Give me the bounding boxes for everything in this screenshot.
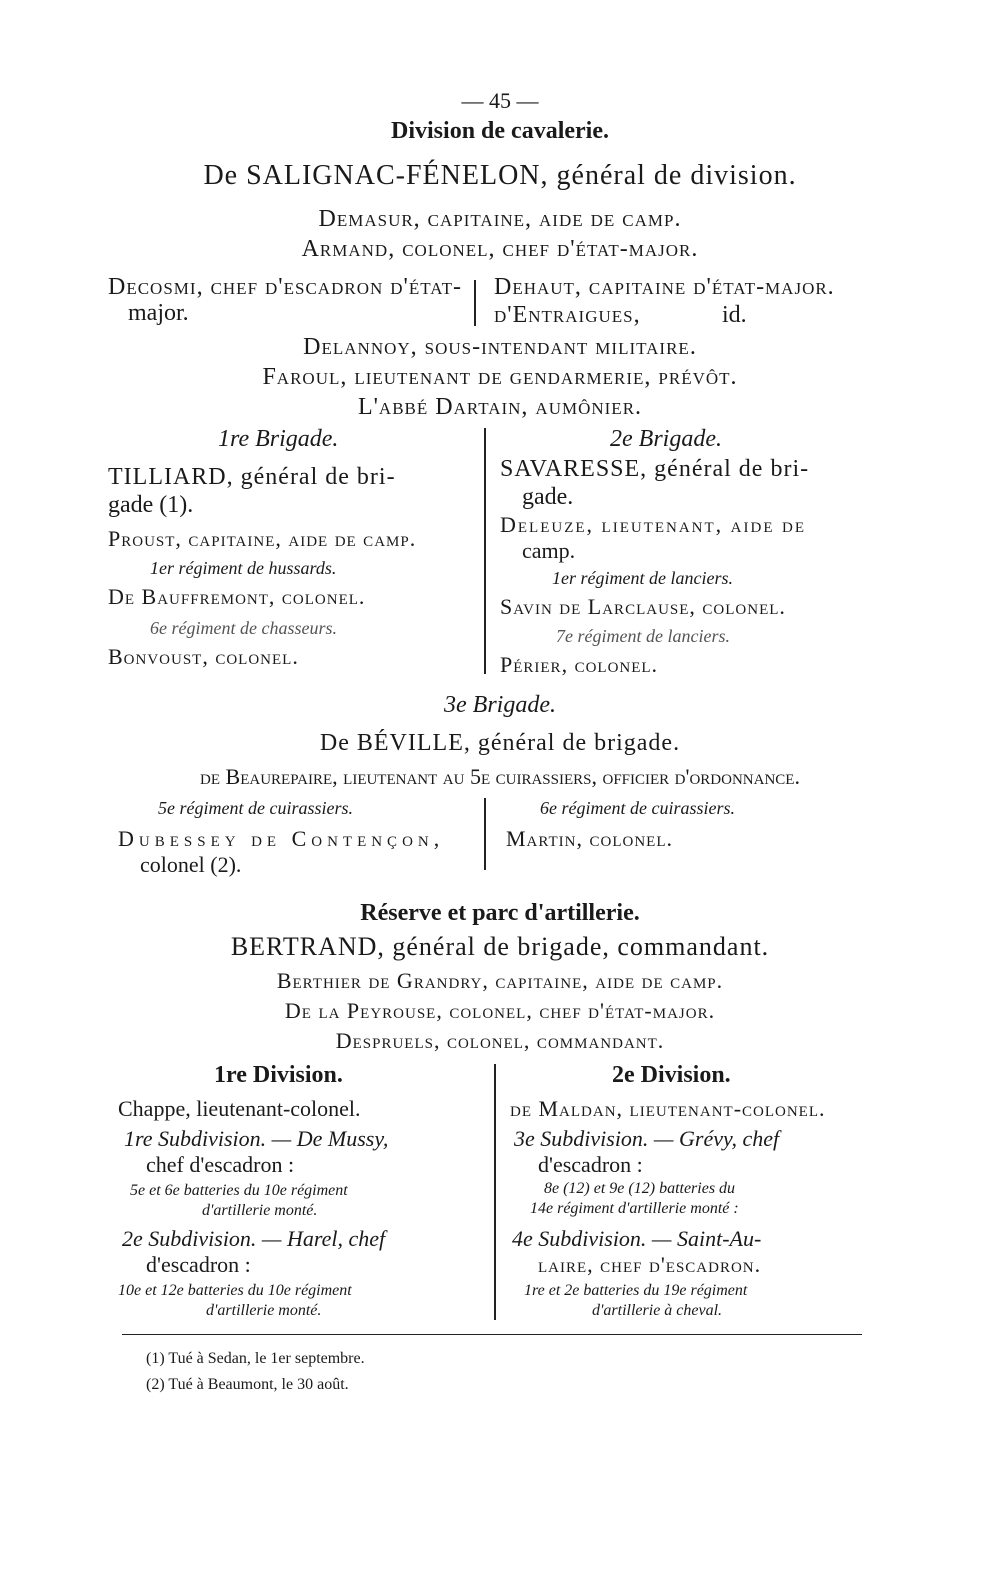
division1-line: 5e et 6e batteries du 10e régiment <box>130 1182 348 1199</box>
staff-left-line: major. <box>128 300 189 326</box>
brigade1-line: TILLIARD, général de bri- <box>108 464 396 490</box>
brigade2-line: 7e régiment de lanciers. <box>556 626 730 646</box>
brigade3-right-line: 6e régiment de cuirassiers. <box>540 798 735 818</box>
cavalry-title: Division de cavalerie. <box>391 118 609 144</box>
artillery-staff-line: Despruels, colonel, commandant. <box>335 1028 665 1053</box>
division2-line: 4e Subdivision. — Saint-Au- <box>512 1226 762 1251</box>
brigade1-heading: 1re Brigade. <box>218 426 339 452</box>
brigade3-left-line: 5e régiment de cuirassiers. <box>158 798 353 818</box>
staff-line: Demasur, capitaine, aide de camp. <box>318 206 682 232</box>
division1-line: Chappe, lieutenant-colonel. <box>118 1096 361 1121</box>
brigade1-line: 6e régiment de chasseurs. <box>150 618 337 638</box>
division2-line: 1re et 2e batteries du 19e régiment <box>524 1282 748 1299</box>
page-number: — 45 — <box>461 88 539 113</box>
artillery-staff-line: De la Peyrouse, colonel, chef d'état-major. <box>284 998 716 1023</box>
division2-line: d'escadron : <box>538 1152 643 1177</box>
brigade2-line: Deleuze, lieutenant, aide de <box>500 512 806 537</box>
brigade3-left-line: colonel (2). <box>140 852 242 877</box>
division1-line: d'escadron : <box>146 1252 251 1277</box>
footnote: (2) Tué à Beaumont, le 30 août. <box>146 1376 349 1393</box>
division2-heading: 2e Division. <box>612 1062 731 1088</box>
artillery-staff-line: Berthier de Grandry, capitaine, aide de camp. <box>276 968 724 993</box>
division2-line: 8e (12) et 9e (12) batteries du <box>544 1180 736 1197</box>
brigade1-line: 1er régiment de hussards. <box>150 558 337 578</box>
brigade3-commander: De BÉVILLE, général de brigade. <box>319 730 681 756</box>
division1-line: 10e et 12e batteries du 10e régiment <box>118 1282 352 1299</box>
division1-line: 2e Subdivision. — Harel, chef <box>122 1226 386 1251</box>
division2-line: de Maldan, lieutenant-colonel. <box>510 1096 826 1121</box>
brigade3-officer: de Beaurepaire, lieutenant au 5e cuirassiers, officier d'ordonnance. <box>200 764 800 789</box>
column-divider <box>474 280 476 326</box>
division2-line: d'artillerie à cheval. <box>592 1302 723 1319</box>
staff-right-line: id. <box>722 302 747 328</box>
column-divider <box>484 798 486 870</box>
brigade2-line: Savin de Larclause, colonel. <box>500 594 786 619</box>
brigade3-heading: 3e Brigade. <box>444 692 556 718</box>
staff-line: Armand, colonel, chef d'état-major. <box>301 236 699 262</box>
brigade3-left-line: Dubessey de Contençon, <box>118 826 445 851</box>
staff-right-line: d'Entraigues, <box>494 302 641 328</box>
artillery-commander: BERTRAND, général de brigade, commandant. <box>230 932 770 961</box>
division2-line: 14e régiment d'artillerie monté : <box>530 1200 739 1217</box>
brigade1-line: Proust, capitaine, aide de camp. <box>108 526 417 551</box>
staff-left-line: Decosmi, chef d'escadron d'état- <box>108 274 463 300</box>
footnote: (1) Tué à Sedan, le 1er septembre. <box>146 1350 365 1367</box>
brigade2-line: 1er régiment de lanciers. <box>552 568 733 588</box>
brigade2-line: camp. <box>522 538 576 563</box>
staff-right-line: Dehaut, capitaine d'état-major. <box>494 274 835 300</box>
staff-line: L'abbé Dartain, aumônier. <box>357 394 643 420</box>
division1-line: chef d'escadron : <box>146 1152 295 1177</box>
cavalry-commander: De SALIGNAC-FÉNELON, général de division. <box>203 160 797 191</box>
column-divider <box>494 1064 496 1320</box>
division1-line: d'artillerie monté. <box>206 1302 322 1319</box>
staff-line: Faroul, lieutenant de gendarmerie, prévôt. <box>262 364 738 390</box>
division1-line: 1re Subdivision. — De Mussy, <box>124 1126 389 1151</box>
division1-line: d'artillerie monté. <box>202 1202 318 1219</box>
column-divider <box>484 428 486 674</box>
brigade1-line: Bonvoust, colonel. <box>108 644 299 669</box>
brigade2-line: Périer, colonel. <box>500 652 659 677</box>
brigade2-line: gade. <box>522 484 574 510</box>
artillery-title: Réserve et parc d'artillerie. <box>360 900 640 926</box>
division2-line: laire, chef d'escadron. <box>538 1252 762 1277</box>
brigade1-line: De Bauffremont, colonel. <box>108 584 366 609</box>
division2-line: 3e Subdivision. — Grévy, chef <box>514 1126 780 1151</box>
brigade3-right-line: Martin, colonel. <box>506 826 673 851</box>
staff-line: Delannoy, sous-intendant militaire. <box>303 334 697 360</box>
brigade1-line: gade (1). <box>108 492 194 518</box>
division1-heading: 1re Division. <box>214 1062 343 1088</box>
brigade2-line: SAVARESSE, général de bri- <box>500 456 810 482</box>
brigade2-heading: 2e Brigade. <box>610 426 722 452</box>
footnote-rule <box>122 1334 862 1335</box>
